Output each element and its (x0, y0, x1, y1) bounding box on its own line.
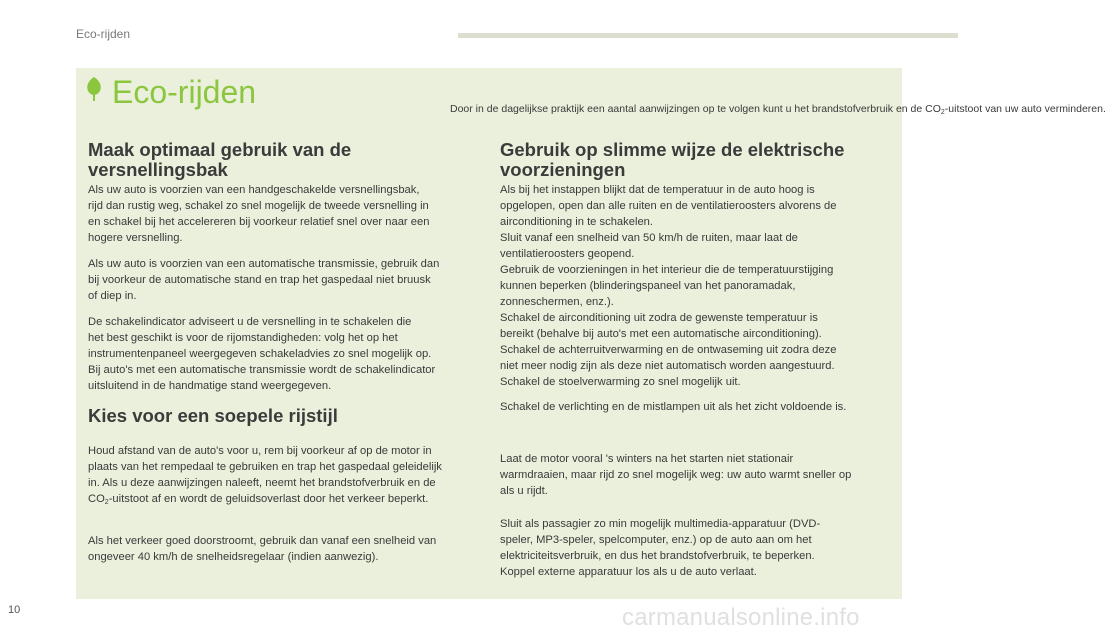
paragraph-manual-gearbox: Als uw auto is voorzien van een handgeschakelde versnellingsbak, rijd dan rustig weg, schakel zo snel mogelijk de tweede versnelling in en schakel bij het accelereren bij voorkeur relatief snel over naar een hogere versnelling. (88, 184, 430, 244)
paragraph-cruise-control: Als het verkeer goed doorstroomt, gebruik dan vanaf een snelheid van ongeveer 40 km/h de snelheidsregelaar (indien aanwezig). (88, 535, 437, 563)
heading-electrical: Gebruik op slimme wijze de elektrische voorzieningen (500, 139, 845, 180)
paragraph-multimedia: Sluit als passagier zo min mogelijk multimedia-apparatuur (DVD- speler, MP3-speler, spelcomputer, enz.) op de auto aan om het elektriciteitsverbruik, en dus het brandstofverbruik, te beperken. Koppel externe apparatuur los als u de auto verlaat. (500, 518, 821, 578)
header-rule (458, 33, 958, 38)
leaf-icon (84, 76, 104, 102)
paragraph-shift-indicator: De schakelindicator adviseert u de versnelling in te schakelen die het best geschikt is voor de rijomstandigheden: volg het op het instrumentenpaneel weergegeven schakeladvies zo snel mogelijk op. Bij auto's met een automatische transmissie wordt de schakelindicator uitsluitend in de handmatige stand weergegeven. (88, 316, 436, 392)
heading-gearbox: Maak optimaal gebruik van de versnellingsbak (88, 139, 352, 180)
page-number: 10 (8, 604, 21, 616)
page-title: Eco-rijden (112, 74, 257, 110)
paragraph-engine-warmup: Laat de motor vooral 's winters na het starten niet stationair warmdraaien, maar rijd zo snel mogelijk weg: uw auto warmt sneller op als u rijdt. (500, 453, 852, 497)
running-header: Eco-rijden (76, 27, 131, 41)
heading-smooth-driving: Kies voor een soepele rijstijl (88, 405, 338, 426)
paragraph-air-conditioning: Als bij het instappen blijkt dat de temperatuur in de auto hoog is opgelopen, open dan alle ruiten en de ventilatieroosters alvorens de airconditioning in te schakelen. Sluit vanaf een snelheid van 50 km/h de ruiten, maar laat de ventilatieroosters geopend. Gebruik de voorzieningen in het interieur die de temperatuurstijging kunnen beperken (blinderingspaneel van het panoramadak, zonneschermen, enz.). Schakel de airconditioning uit zodra de gewenste temperatuur is bereikt (behalve bij auto's met een automatische airconditioning). Schakel de achterruitverwarming en de ontwaseming uit zodra deze niet meer nodig zijn als deze niet automatisch worden aangestuurd. Schakel de stoelverwarming zo snel mogelijk uit. (500, 184, 837, 388)
paragraph-automatic-gearbox: Als uw auto is voorzien van een automatische transmissie, gebruik dan bij voorkeur de automatische stand en trap het gaspedaal niet bruusk of diep in. (88, 258, 440, 302)
watermark: carmanualsonline.info (622, 604, 860, 631)
paragraph-keep-distance: Houd afstand van de auto's voor u, rem bij voorkeur af op de motor in plaats van het rempedaal te gebruiken en trap het gaspedaal geleidelijk in. Als u deze aanwijzingen naleeft, neemt het brandstofverbruik en de $CO_2$-uitstoot af en wordt de geluidsoverlast door het verkeer beperkt. (88, 445, 442, 506)
intro-text: Door in de dagelijkse praktijk een aantal aanwijzingen op te volgen kunt u het brandstofverbruik en de $CO_2$-uitstoot van uw auto verminderen. (450, 103, 1106, 116)
content-panel (76, 68, 1106, 599)
paragraph-lights: Schakel de verlichting en de mistlampen uit als het zicht voldoende is. (500, 401, 847, 413)
